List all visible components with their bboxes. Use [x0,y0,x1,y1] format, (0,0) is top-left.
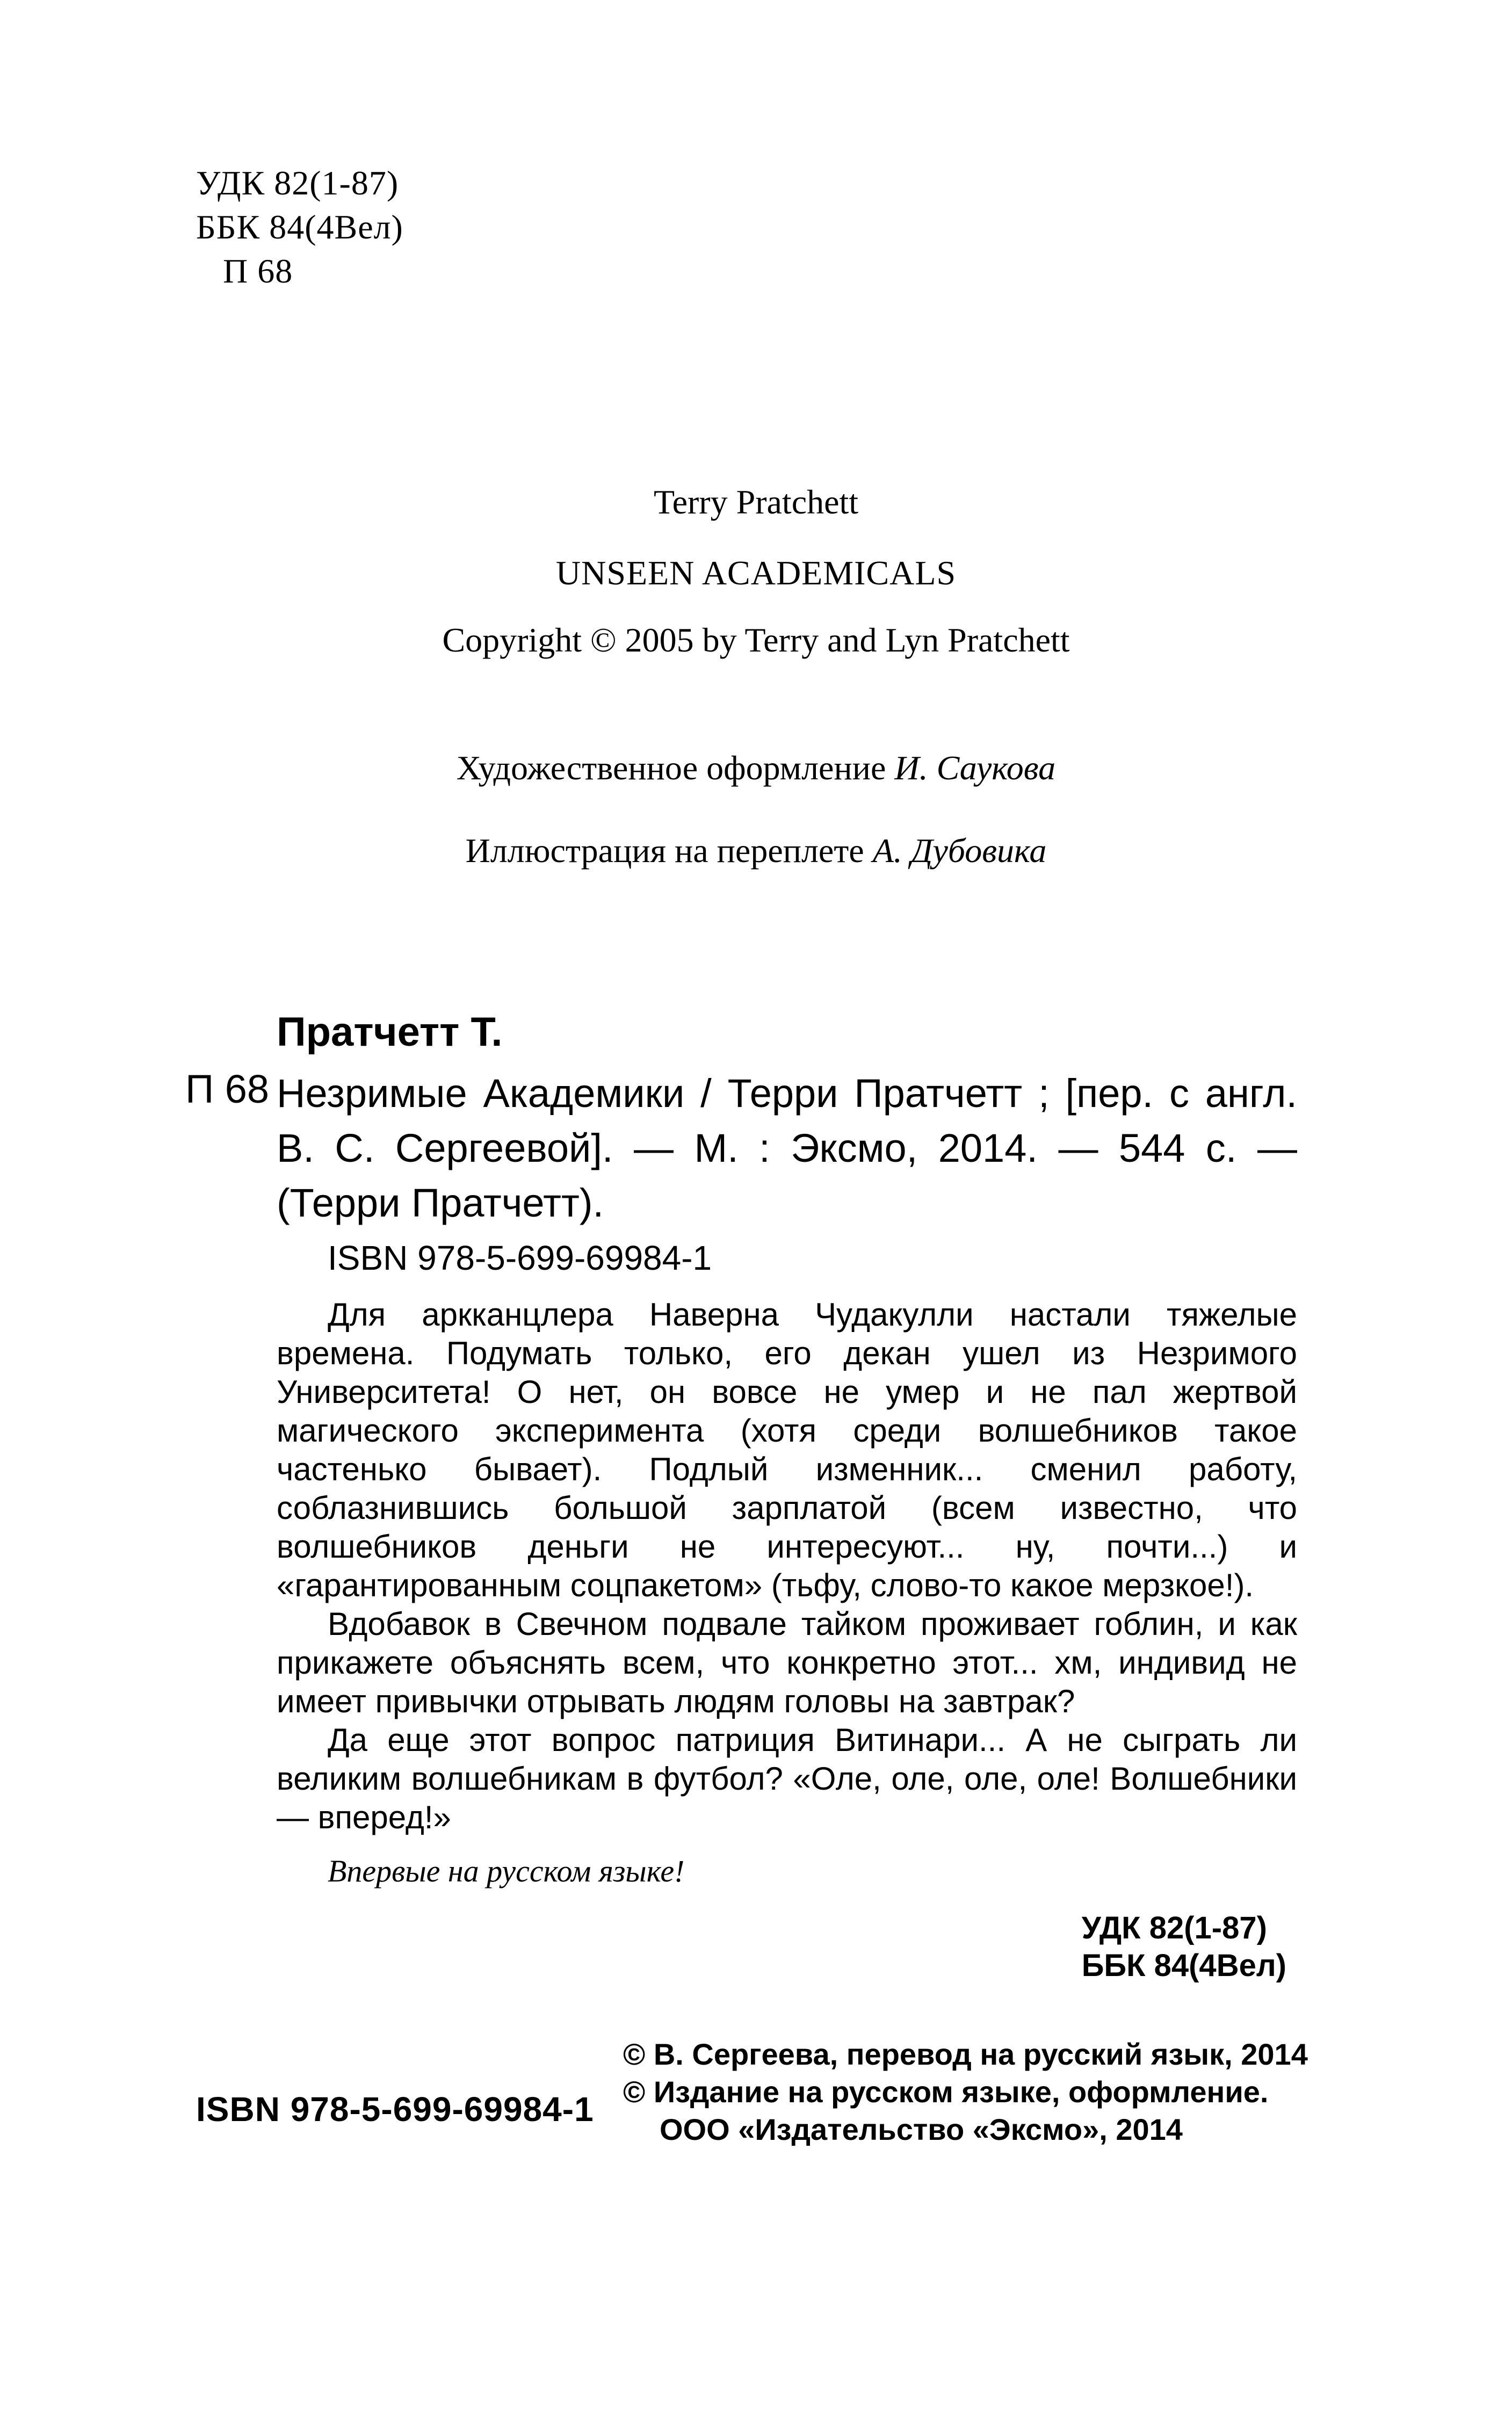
first-in-russian-note: Впервые на русском языке! [328,1854,685,1888]
design-name: И. Саукова [894,749,1056,787]
bib-isbn: ISBN 978-5-699-69984-1 [328,1239,712,1277]
top-udk: УДК 82(1-87) [196,164,399,202]
top-author-mark: П 68 [223,252,293,290]
bottom-bbk: ББК 84(4Вел) [1081,1948,1286,1983]
bottom-classification [1082,1909,1286,1985]
imprint-isbn: ISBN 978-5-699-69984-1 [196,2090,594,2129]
design-label: Художественное оформление [456,749,886,787]
top-classification [196,161,403,293]
design-credit [0,748,1512,788]
bib-code: П 68 [185,1067,270,1111]
original-author: Terry Pratchett [653,483,859,521]
bib-description: Незримые Академики / Терри Пратчетт ; [пер. с англ. В. С. Сергеевой]. — М. : Эксмо, 2014. — 544 с. — (Терри Пратчетт). [277,1071,1297,1225]
illustration-credit [0,831,1512,871]
annotation-paragraph: Вдобавок в Свечном подвале тайком проживает гоблин, и как прикажете объяснять всем, что конкретно этот... хм, индивид не имеет привычки отрывать людям головы на завтрак? [277,1606,1297,1719]
copyright-publisher: ООО «Издательство «Эксмо», 2014 [660,2112,1183,2146]
top-bbk: ББК 84(4Вел) [196,208,403,246]
annotation [277,1296,1297,1837]
imprint-copyrights [623,2036,1308,2148]
illustration-name: А. Дубовика [872,831,1047,870]
copyright-edition: © Издание на русском языке, оформление. [623,2075,1269,2109]
annotation-paragraph: Для аркканцлера Наверна Чудакулли настали тяжелые времена. Подумать только, его декан ушел из Незримого Университета! О нет, он вовсе не умер и не пал жертвой магического эксперимента (хотя среди волшебников такое частенько бывает). Подлый изменник... сменил работу, соблазнившись большой зарплатой (всем известно, что волшебников деньги не интересуют... ну, почти...) и «гарантированным соцпакетом» (тьфу, слово-то какое мерзкое!). [277,1297,1297,1603]
copyright-translation: © В. Сергеева, перевод на русский язык, 2014 [623,2037,1308,2071]
illustration-label: Иллюстрация на переплете [465,831,864,870]
bib-author: Пратчетт Т. [277,1009,503,1055]
original-copyright: Copyright © 2005 by Terry and Lyn Pratchett [442,621,1070,659]
bottom-udk: УДК 82(1-87) [1081,1911,1267,1945]
original-title: UNSEEN ACADEMICALS [555,554,957,592]
annotation-paragraph: Да еще этот вопрос патриция Витинари... А не сыграть ли великим волшебникам в футбол? «Оле, оле, оле, оле! Волшебники — вперед!» [277,1722,1297,1835]
